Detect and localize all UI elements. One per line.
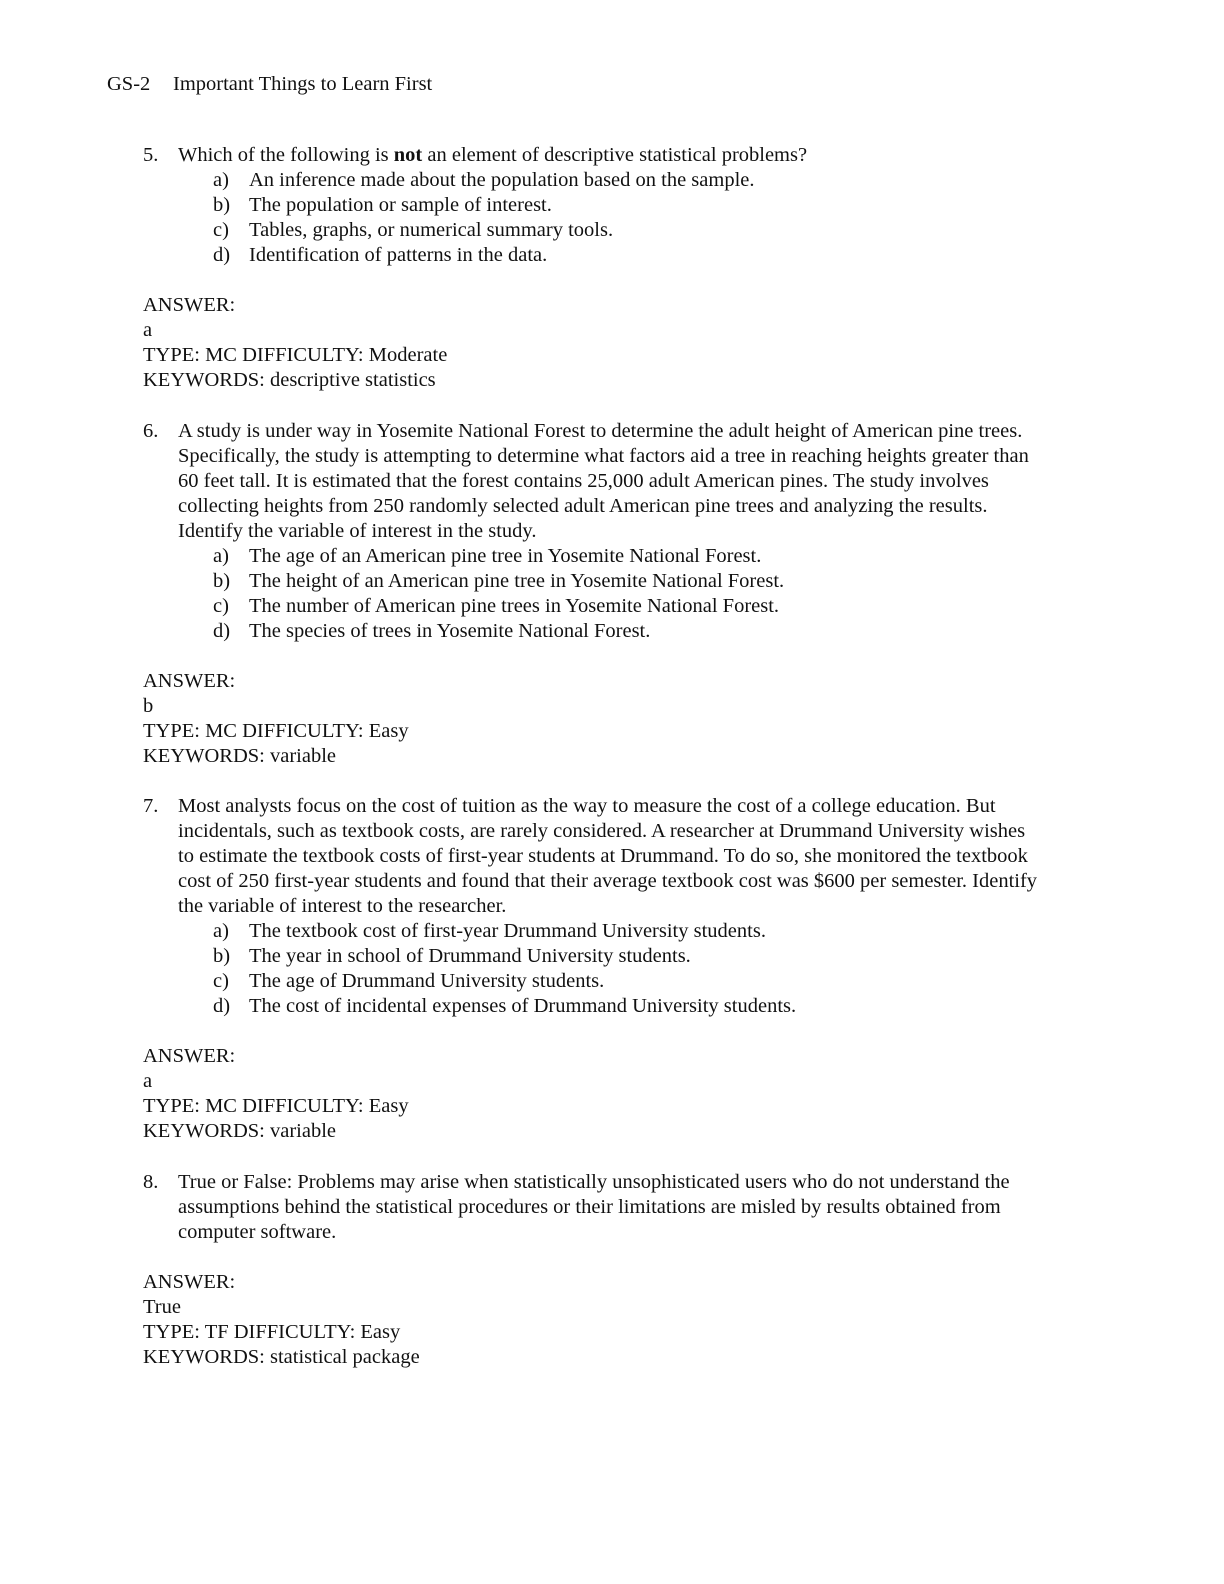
option-b (143, 193, 1043, 218)
keywords: KEYWORDS: statistical package (143, 1346, 420, 1368)
option-letter: c) (213, 595, 229, 617)
option-text: The textbook cost of first-year Drummand University students. (249, 920, 766, 942)
question-8 (143, 1170, 1043, 1370)
question-5 (143, 143, 1043, 393)
option-text: The height of an American pine tree in Yosemite National Forest. (249, 570, 785, 592)
page-header (107, 72, 432, 97)
type-difficulty: TYPE: TF DIFFICULTY: Easy (143, 1321, 401, 1343)
question-number: 8. (143, 1171, 159, 1193)
question-text: A study is under way in Yosemite National Forest to determine the adult height of American pine trees. Specifically, the study is attempting to determine what factors aid a tree in reaching heights greater than 60 feet tall. It is estimated that the forest contains 25,000 adult American pines. The study involves collecting heights from 250 randomly selected adult American pine trees and analyzing the results. Identify the variable of interest in the study. (178, 420, 1029, 542)
question-7 (143, 794, 1043, 1144)
keywords: KEYWORDS: variable (143, 745, 336, 767)
options-list (143, 544, 1043, 644)
answer-block (143, 1044, 1043, 1144)
answer-value: a (143, 1070, 153, 1092)
answer-label: ANSWER: (143, 1271, 236, 1293)
question-text: Most analysts focus on the cost of tuition as the way to measure the cost of a college education. But incidentals, such as textbook costs, are rarely considered. A researcher at Drummand University wishes to estimate the textbook costs of first-year students at Drummand. To do so, she monitored the textbook cost of 250 first-year students and found that their average textbook cost was $600 per semester. Identify the variable of interest to the researcher. (178, 795, 1038, 917)
option-text: The population or sample of interest. (249, 194, 552, 216)
option-letter: a) (213, 169, 229, 191)
option-b (143, 944, 1043, 969)
answer-block (143, 1270, 1043, 1370)
option-letter: b) (213, 570, 231, 592)
question-text: True or False: Problems may arise when statistically unsophisticated users who do not understand the assumptions behind the statistical procedures or their limitations are misled by results obtained from computer software. (178, 1171, 1010, 1243)
answer-value: b (143, 695, 154, 717)
answer-block (143, 669, 1043, 769)
type-difficulty: TYPE: MC DIFFICULTY: Easy (143, 1095, 409, 1117)
option-letter: c) (213, 970, 229, 992)
option-text: The number of American pine trees in Yosemite National Forest. (249, 595, 780, 617)
option-letter: d) (213, 620, 231, 642)
question-stem (143, 419, 1043, 544)
option-a (143, 168, 1043, 193)
option-letter: c) (213, 219, 229, 241)
type-difficulty: TYPE: MC DIFFICULTY: Easy (143, 720, 409, 742)
options-list (143, 168, 1043, 268)
option-d (143, 994, 1043, 1019)
answer-value: a (143, 319, 153, 341)
keywords: KEYWORDS: variable (143, 1120, 336, 1142)
option-text: The age of an American pine tree in Yosemite National Forest. (249, 545, 762, 567)
option-letter: a) (213, 920, 229, 942)
option-text: The year in school of Drummand University students. (249, 945, 691, 967)
option-text: The species of trees in Yosemite National Forest. (249, 620, 651, 642)
option-letter: a) (213, 545, 229, 567)
answer-label: ANSWER: (143, 1045, 236, 1067)
question-number: 6. (143, 420, 159, 442)
option-letter: d) (213, 995, 231, 1017)
option-text: Tables, graphs, or numerical summary tools. (249, 219, 614, 241)
answer-block (143, 293, 1043, 393)
option-letter: d) (213, 244, 231, 266)
question-stem (143, 1170, 1043, 1245)
option-text: The cost of incidental expenses of Drummand University students. (249, 995, 797, 1017)
option-c (143, 969, 1043, 994)
option-a (143, 919, 1043, 944)
answer-value: True (143, 1296, 181, 1318)
question-stem (143, 143, 1043, 168)
option-letter: b) (213, 194, 231, 216)
option-d (143, 619, 1043, 644)
question-number: 5. (143, 144, 159, 166)
option-letter: b) (213, 945, 231, 967)
question-number: 7. (143, 795, 159, 817)
answer-label: ANSWER: (143, 670, 236, 692)
option-c (143, 594, 1043, 619)
question-stem (143, 794, 1043, 919)
emphasis-not: not (393, 144, 423, 166)
answer-label: ANSWER: (143, 294, 236, 316)
options-list (143, 919, 1043, 1019)
page-id: GS-2 (107, 73, 151, 95)
option-text: Identification of patterns in the data. (249, 244, 548, 266)
option-b (143, 569, 1043, 594)
chapter-title: Important Things to Learn First (173, 73, 433, 95)
keywords: KEYWORDS: descriptive statistics (143, 369, 436, 391)
option-text: The age of Drummand University students. (249, 970, 605, 992)
question-6 (143, 419, 1043, 769)
option-d (143, 243, 1043, 268)
option-c (143, 218, 1043, 243)
type-difficulty: TYPE: MC DIFFICULTY: Moderate (143, 344, 448, 366)
question-text: Which of the following is not an element of descriptive statistical problems? (178, 144, 808, 166)
option-text: An inference made about the population based on the sample. (249, 169, 755, 191)
option-a (143, 544, 1043, 569)
